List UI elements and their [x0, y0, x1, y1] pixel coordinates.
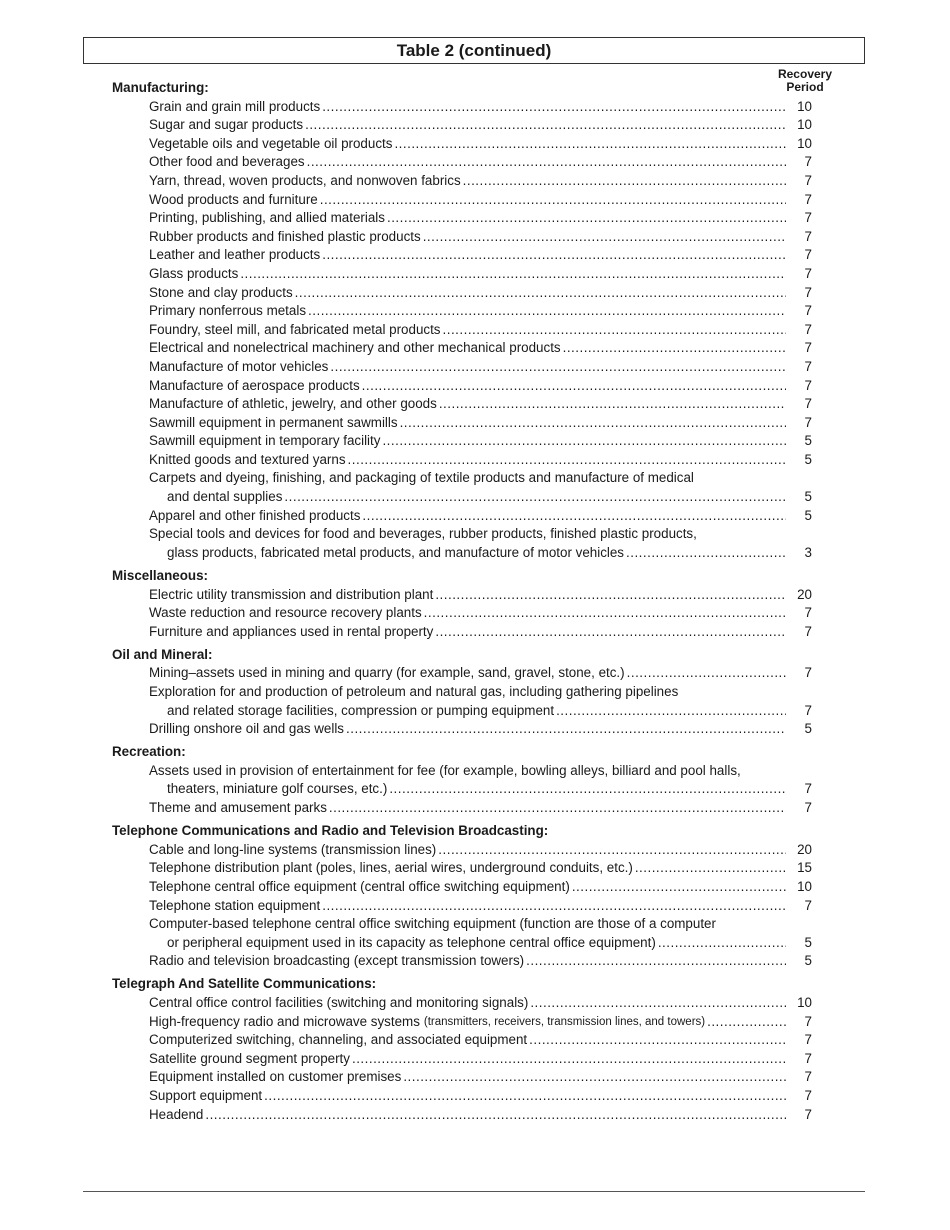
recovery-period-value: 7	[804, 1050, 812, 1066]
dot-leader	[435, 623, 786, 642]
dot-leader	[424, 604, 786, 623]
recovery-period-value: 3	[804, 544, 812, 560]
table-row	[149, 414, 812, 433]
dot-leader	[346, 720, 786, 739]
table-row	[149, 604, 812, 623]
table-row	[149, 321, 812, 340]
row-label: Headend	[149, 1106, 204, 1122]
recovery-period-value: 7	[804, 265, 812, 281]
table-row	[149, 859, 812, 878]
recovery-period-value: 10	[797, 135, 812, 151]
dot-leader	[707, 1013, 786, 1032]
recovery-period-value: 10	[797, 995, 812, 1010]
dot-leader	[435, 586, 786, 605]
row-label: Primary nonferrous metals	[149, 303, 307, 319]
recovery-period-value: 5	[804, 953, 812, 969]
row-label: Yarn, thread, woven products, and nonwoven fabrics	[149, 172, 461, 188]
recovery-period-value: 5	[804, 721, 812, 737]
row-label: Computer-based telephone central office switching equipment (function are those of a computer	[149, 916, 716, 932]
row-label: Other food and beverages	[149, 154, 305, 170]
row-label: High-frequency radio and microwave systems	[149, 1013, 420, 1029]
row-label: Waste reduction and resource recovery plants	[149, 605, 422, 621]
row-label: Cable and long-line systems (transmission lines)	[149, 841, 437, 857]
dot-leader	[626, 544, 786, 563]
dot-leader	[322, 246, 786, 265]
row-label: Sawmill equipment in permanent sawmills	[149, 414, 398, 430]
recovery-period-value: 5	[804, 451, 812, 467]
row-label: Printing, publishing, and allied materials	[149, 210, 385, 226]
table-row	[149, 683, 812, 720]
table-row	[149, 507, 812, 526]
section-title: Recreation:	[112, 744, 186, 760]
table-row	[149, 246, 812, 265]
recovery-period-value: 7	[804, 172, 812, 188]
table-row	[149, 994, 812, 1013]
row-label: Special tools and devices for food and beverages, rubber products, finished plastic products,	[149, 526, 697, 542]
table-row	[149, 915, 812, 952]
row-label: Wood products and furniture	[149, 191, 318, 207]
section-title: Oil and Mineral:	[112, 646, 213, 662]
recovery-period-value: 7	[804, 284, 812, 300]
row-label: Drilling onshore oil and gas wells	[149, 721, 345, 737]
table-row	[149, 284, 812, 303]
dot-leader	[322, 897, 786, 916]
dot-leader	[563, 339, 786, 358]
row-label: Telephone distribution plant (poles, lines, aerial wires, underground conduits, etc.)	[149, 860, 633, 876]
row-label: Manufacture of aerospace products	[149, 377, 360, 393]
row-label: Assets used in provision of entertainment for fee (for example, bowling alleys, billiard and pool halls,	[149, 762, 741, 778]
table-row	[149, 841, 812, 860]
dot-leader	[320, 191, 786, 210]
dot-leader	[463, 172, 786, 191]
dot-leader	[362, 507, 786, 526]
section-title: Telephone Communications and Radio and Television Broadcasting:	[112, 823, 549, 839]
dot-leader	[387, 209, 786, 228]
dot-leader	[400, 414, 786, 433]
recovery-period-value: 5	[804, 507, 812, 523]
table-row	[149, 1087, 812, 1106]
recovery-period-value: 7	[804, 1087, 812, 1103]
row-label: glass products, fabricated metal products, and manufacture of motor vehicles	[167, 544, 625, 560]
recovery-period-value: 7	[804, 191, 812, 207]
dot-leader	[403, 1068, 786, 1087]
row-label: and dental supplies	[167, 489, 283, 505]
row-label: theaters, miniature golf courses, etc.)	[167, 781, 388, 797]
dot-leader	[529, 1031, 786, 1050]
dot-leader	[439, 395, 786, 414]
table-row	[149, 116, 812, 135]
row-label: Electric utility transmission and distribution plant	[149, 586, 434, 602]
recovery-period-value: 7	[804, 665, 812, 681]
row-label: Satellite ground segment property	[149, 1050, 350, 1066]
column-header-line1: Recovery	[777, 67, 833, 81]
table-row	[149, 720, 812, 739]
table-row	[149, 799, 812, 818]
row-label: Electrical and nonelectrical machinery and other mechanical products	[149, 340, 561, 356]
dot-leader	[389, 780, 786, 799]
row-label: Foundry, steel mill, and fabricated metal products	[149, 321, 441, 337]
dot-leader	[322, 98, 786, 117]
dot-leader	[635, 859, 786, 878]
table-row	[149, 586, 812, 605]
row-label: Knitted goods and textured yarns	[149, 451, 346, 467]
row-label: Grain and grain mill products	[149, 98, 321, 114]
section-title: Manufacturing:	[112, 80, 209, 95]
dot-leader	[240, 265, 786, 284]
recovery-period-value: 7	[804, 605, 812, 621]
table-row	[149, 1031, 812, 1050]
recovery-period-value: 7	[804, 303, 812, 319]
dot-leader	[572, 878, 786, 897]
row-label: Radio and television broadcasting (except transmission towers)	[149, 953, 525, 969]
row-label: Equipment installed on customer premises	[149, 1069, 402, 1085]
dot-leader	[264, 1087, 786, 1106]
recovery-period-value: 7	[804, 210, 812, 226]
dot-leader	[305, 116, 786, 135]
dot-leader	[329, 799, 786, 818]
row-label: or peripheral equipment used in its capacity as telephone central office equipment)	[167, 934, 656, 950]
table-row	[149, 377, 812, 396]
column-header-line2: Period	[786, 80, 824, 94]
table-row	[149, 762, 812, 799]
table-row	[149, 265, 812, 284]
dot-leader	[330, 358, 786, 377]
row-label: Glass products	[149, 265, 239, 281]
dot-leader	[438, 841, 786, 860]
recovery-period-value: 20	[797, 841, 812, 857]
row-label: Manufacture of athletic, jewelry, and other goods	[149, 396, 437, 412]
recovery-period-value: 10	[797, 117, 812, 133]
table-title: Table 2 (continued)	[83, 37, 865, 64]
table-row	[149, 878, 812, 897]
recovery-period-value: 7	[804, 414, 812, 430]
row-label: Support equipment	[149, 1087, 263, 1103]
recovery-period-value: 7	[804, 1069, 812, 1085]
row-label: and related storage facilities, compression or pumping equipment	[167, 702, 555, 718]
table-row	[149, 395, 812, 414]
row-label: Theme and amusement parks	[149, 800, 327, 816]
table-row	[149, 525, 812, 562]
dot-leader	[352, 1050, 786, 1069]
table-row	[149, 1106, 812, 1125]
row-label: Sugar and sugar products	[149, 117, 304, 133]
table-row	[149, 664, 812, 683]
table-row	[149, 358, 812, 377]
recovery-period-value: 7	[804, 897, 812, 913]
dot-leader	[205, 1106, 786, 1125]
recovery-period-value: 7	[804, 321, 812, 337]
recovery-period-value: 7	[804, 358, 812, 374]
dot-leader	[307, 153, 786, 172]
recovery-period-value: 5	[804, 433, 812, 449]
recovery-period-value: 7	[804, 800, 812, 816]
recovery-period-value: 5	[804, 489, 812, 505]
row-label: Vegetable oils and vegetable oil products	[149, 135, 393, 151]
recovery-period-value: 7	[804, 1106, 812, 1122]
section-title: Miscellaneous:	[112, 567, 208, 583]
table-row	[149, 172, 812, 191]
table-row	[149, 897, 812, 916]
row-label: Telephone station equipment	[149, 897, 321, 913]
recovery-period-value: 7	[804, 702, 812, 718]
recovery-period-value: 7	[804, 377, 812, 393]
row-label: Manufacture of motor vehicles	[149, 358, 329, 374]
recovery-period-value: 7	[804, 781, 812, 797]
row-label: Carpets and dyeing, finishing, and packaging of textile products and manufacture of medical	[149, 470, 694, 486]
row-label: Exploration for and production of petroleum and natural gas, including gathering pipelines	[149, 684, 679, 699]
table-row	[149, 153, 812, 172]
recovery-period-value: 15	[797, 860, 812, 876]
table-row	[149, 952, 812, 971]
dot-leader	[423, 228, 786, 247]
table-row	[149, 451, 812, 470]
dot-leader	[382, 432, 786, 451]
row-label: Telephone central office equipment (central office switching equipment)	[149, 878, 570, 894]
recovery-period-value: 7	[804, 154, 812, 170]
dot-leader	[284, 488, 786, 507]
dot-leader	[443, 321, 786, 340]
table-row	[149, 228, 812, 247]
table-row	[149, 1013, 812, 1032]
table-row	[149, 432, 812, 451]
table-row	[149, 135, 812, 154]
row-label: Rubber products and finished plastic products	[149, 228, 421, 244]
recovery-period-value: 5	[804, 934, 812, 950]
dot-leader	[308, 302, 786, 321]
dot-leader	[658, 934, 786, 953]
row-label: Stone and clay products	[149, 284, 293, 300]
dot-leader	[348, 451, 786, 470]
recovery-period-value: 20	[797, 586, 812, 602]
row-label: Computerized switching, channeling, and associated equipment	[149, 1032, 528, 1048]
dot-leader	[295, 284, 786, 303]
dot-leader	[526, 952, 786, 971]
dot-leader	[530, 994, 786, 1013]
recovery-period-value: 10	[797, 98, 812, 114]
recovery-period-value: 7	[804, 1013, 812, 1029]
table-row	[149, 209, 812, 228]
row-label: Furniture and appliances used in rental property	[149, 623, 434, 639]
recovery-period-value: 7	[804, 340, 812, 356]
row-label: Apparel and other finished products	[149, 507, 361, 523]
dot-leader	[556, 702, 786, 721]
row-label: Mining–assets used in mining and quarry (for example, sand, gravel, stone, etc.)	[149, 665, 625, 681]
recovery-period-value: 7	[804, 1032, 812, 1048]
dot-leader	[627, 664, 786, 683]
recovery-period-value: 10	[797, 878, 812, 894]
table-row	[149, 469, 812, 506]
table-row	[149, 302, 812, 321]
bottom-rule	[83, 1191, 865, 1192]
table-row	[149, 191, 812, 210]
table-row	[149, 1068, 812, 1087]
recovery-period-value: 7	[804, 228, 812, 244]
table-row	[149, 623, 812, 642]
dot-leader	[362, 377, 786, 396]
recovery-period-value: 7	[804, 396, 812, 412]
recovery-period-value: 7	[804, 623, 812, 639]
section-title: Telegraph And Satellite Communications:	[112, 976, 377, 992]
table-row	[149, 98, 812, 117]
recovery-period-value: 7	[804, 247, 812, 263]
row-label-note: (transmitters, receivers, transmission lines, and towers)	[423, 1015, 706, 1028]
table-body	[112, 79, 812, 1124]
table-row	[149, 339, 812, 358]
dot-leader	[394, 135, 786, 154]
row-label: Leather and leather products	[149, 247, 321, 263]
row-label: Central office control facilities (switching and monitoring signals)	[149, 995, 529, 1010]
row-label: Sawmill equipment in temporary facility	[149, 433, 381, 449]
table-row	[149, 1050, 812, 1069]
